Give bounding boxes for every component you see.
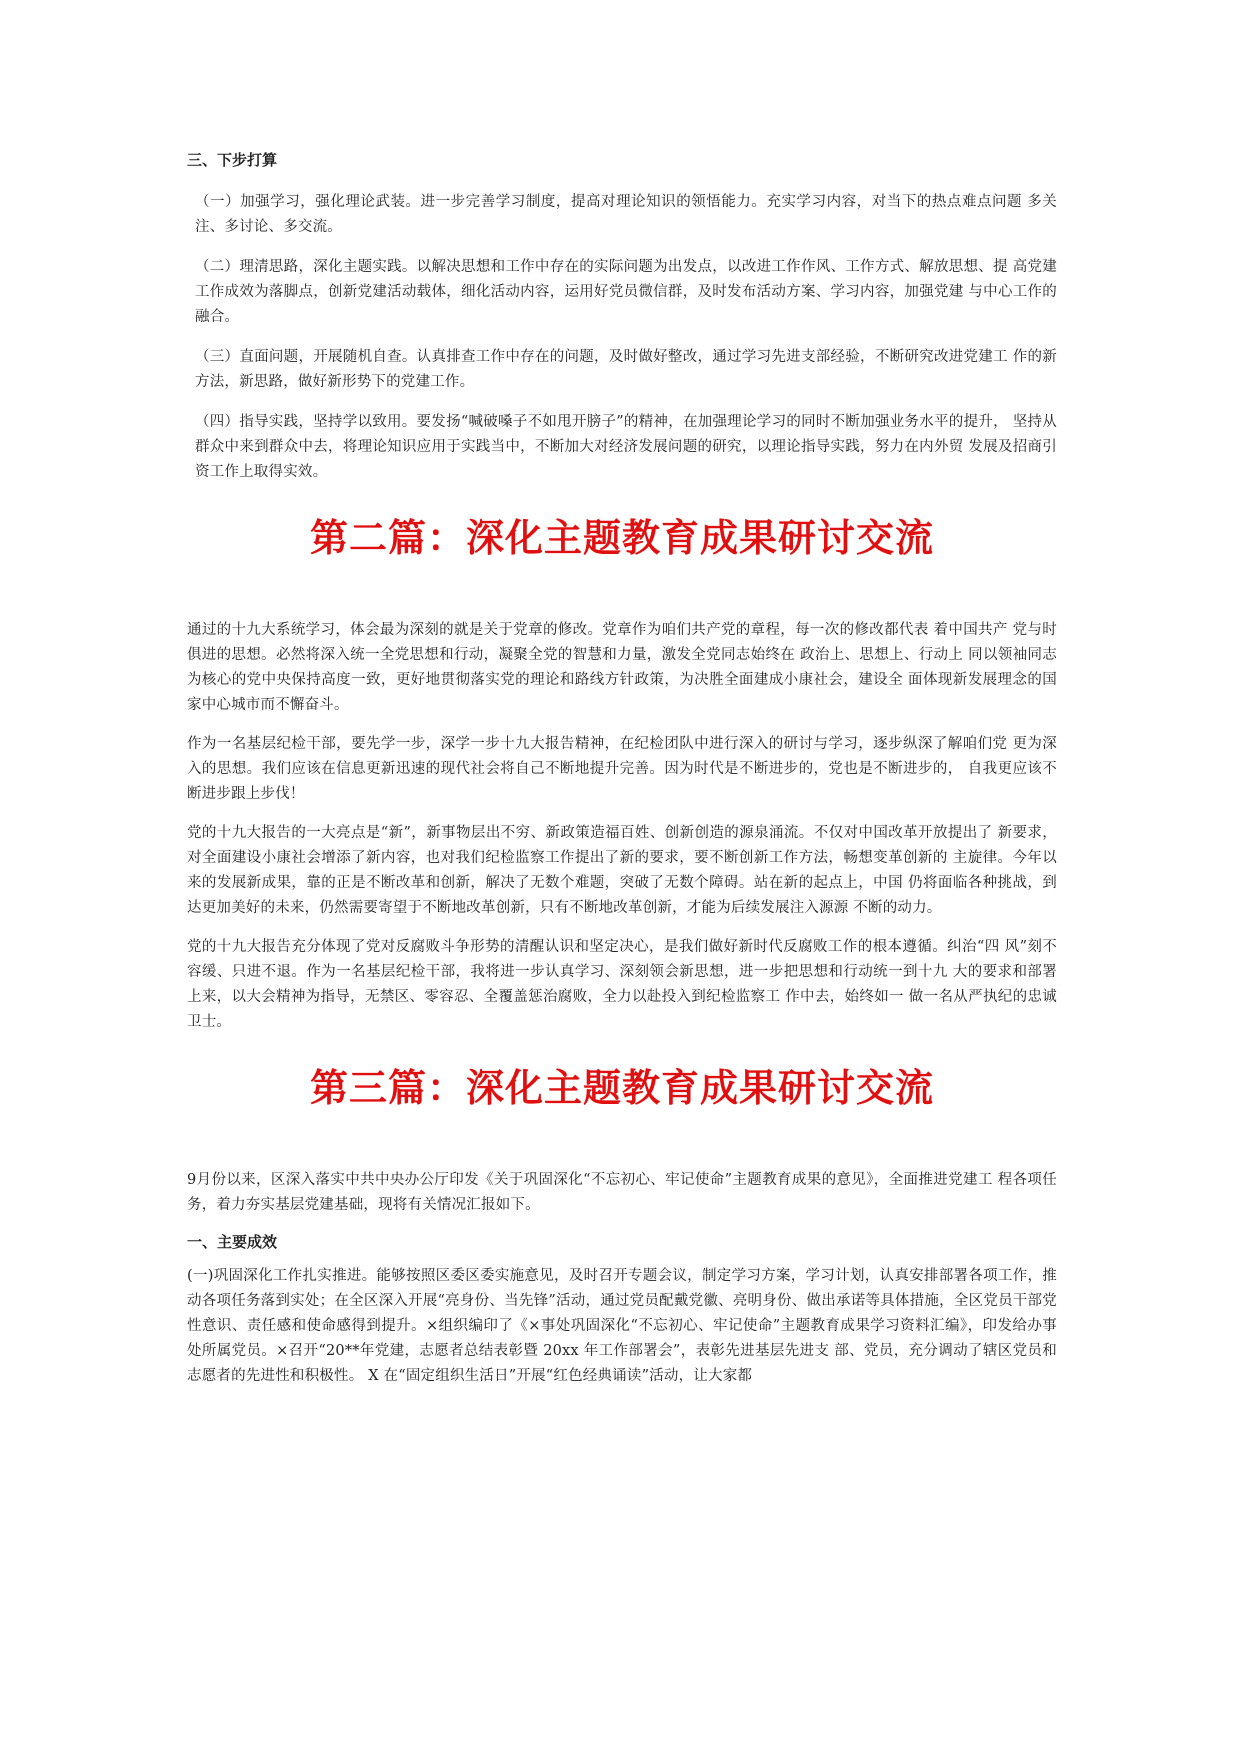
paragraph: （一）加强学习，强化理论武装。进一步完善学习制度，提高对理论知识的领悟能力。充实学习内容，对当下的热点难点问题 多关注、多讨论、多交流。	[195, 194, 1057, 235]
section-heading-main-results: 一、主要成效	[187, 1233, 278, 1251]
paragraph: 党的十九大报告的一大亮点是“新”，新事物层出不穷、新政策造福百姓、创新创造的源泉涌流。不仅对中国改革开放提出了 新要求，对全面建设小康社会增添了新内容，也对我们纪检监察工作提出了新的要求，要不断创新工作方法，畅想变革创新的 主旋律。今年以来的发展新成果，靠的正是不断改革和创新，解决了无数个难题，突破了无数个障碍。站在新的起点上，中国 仍将面临各种挑战，到达更加美好的未来，仍然需要寄望于不断地改革创新，只有不断地改革创新，才能为后续发展注入源源 不断的动力。	[187, 825, 1057, 916]
paragraph: 作为一名基层纪检干部，要先学一步，深学一步十九大报告精神，在纪检团队中进行深入的研讨与学习，逐步纵深了解咱们党 更为深入的思想。我们应该在信息更新迅速的现代社会将自己不断地提升完善。因为时代是不断进步的，党也是不断进步的， 自我更应该不断进步跟上步伐！	[187, 736, 1057, 802]
paragraph: 通过的十九大系统学习，体会最为深刻的就是关于党章的修改。党章作为咱们共产党的章程，每一次的修改都代表 着中国共产 党与时俱进的思想。必然将深入统一全党思想和行动，凝聚全党的智慧和力量，激发全党同志始终在 政治上、思想上、行动上 同以领袖同志为核心的党中央保持高度一致，更好地贯彻落实党的理论和路线方针政策，为决胜全面建成小康社会，建设全 面体现新发展理念的国家中心城市而不懈奋斗。	[187, 622, 1057, 713]
document-page	[187, 150, 1057, 1389]
paragraph-intro: 9月份以来，区深入落实中共中央办公厅印发《关于巩固深化“不忘初心、牢记使命”主题教育成果的意见》，全面推进党建工 程各项任务，着力夯实基层党建基础，现将有关情况汇报如下。	[187, 1172, 1057, 1213]
section-heading-next-steps: 三、下步打算	[187, 151, 278, 169]
part-title-two: 第二篇：深化主题教育成果研讨交流	[309, 515, 934, 560]
paragraph: （四）指导实践，坚持学以致用。要发扬“喊破嗓子不如甩开膀子”的精神，在加强理论学习的同时不断加强业务水平的提升， 坚持从群众中来到群众中去，将理论知识应用于实践当中，不断加大对经济发展问题的研究，以理论指导实践，努力在内外贸 发展及招商引资工作上取得实效。	[195, 414, 1057, 480]
paragraph: 党的十九大报告充分体现了党对反腐败斗争形势的清醒认识和坚定决心，是我们做好新时代反腐败工作的根本遵循。纠治“四 风”刻不容缓、只进不退。作为一名基层纪检干部，我将进一步认真学习、深刻领会新思想，进一步把思想和行动统一到十九 大的要求和部署上来，以大会精神为指导，无禁区、零容忍、全覆盖惩治腐败，全力以赴投入到纪检监察工 作中去，始终如一 做一名从严执纪的忠诚卫士。	[187, 939, 1057, 1030]
paragraph: (一)巩固深化工作扎实推进。能够按照区委区委实施意见，及时召开专题会议，制定学习方案，学习计划，认真安排部署各项工作，推动各项任务落到实处；在全区深入开展“亮身份、当先锋”活动，通过党员配戴党徽、亮明身份、做出承诺等具体措施，全区党员干部党性意识、责任感和使命感得到提升。×组织编印了《×事处巩固深化“不忘初心、牢记使命”主题教育成果学习资料汇编》，印发给办事处所属党员。×召开“20**年党建，志愿者总结表彰暨 20xx 年工作部署会”，表彰先进基层先进支 部、党员，充分调动了辖区党员和志愿者的先进性和积极性。 X 在“固定组织生活日”开展“红色经典诵读”活动，让大家都	[187, 1268, 1057, 1384]
part-title-three: 第三篇：深化主题教育成果研讨交流	[309, 1065, 934, 1110]
paragraph: （二）理清思路，深化主题实践。以解决思想和工作中存在的实际问题为出发点，以改进工作作风、工作方式、解放思想、提 高党建工作成效为落脚点，创新党建活动载体，细化活动内容，运用好党员微信群，及时发布活动方案、学习内容，加强党建 与中心工作的融合。	[195, 259, 1057, 325]
paragraph: （三）直面问题，开展随机自查。认真排查工作中存在的问题，及时做好整改，通过学习先进支部经验，不断研究改进党建工 作的新方法，新思路，做好新形势下的党建工作。	[195, 349, 1057, 390]
